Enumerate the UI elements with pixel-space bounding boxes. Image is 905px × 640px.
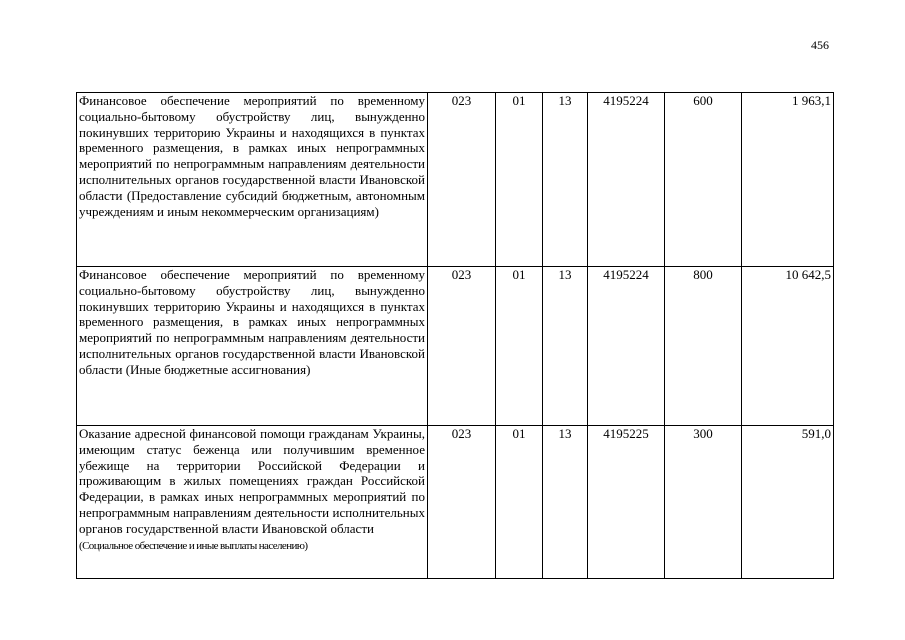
ministry-code-cell: 023 bbox=[428, 426, 496, 579]
amount-cell: 591,0 bbox=[742, 426, 834, 579]
ministry-code-cell: 023 bbox=[428, 93, 496, 267]
section-cell: 01 bbox=[496, 93, 543, 267]
target-article-cell: 4195224 bbox=[588, 267, 665, 426]
table-row bbox=[77, 93, 834, 267]
subsection-cell: 13 bbox=[543, 426, 588, 579]
budget-table bbox=[76, 92, 834, 579]
target-article-cell: 4195225 bbox=[588, 426, 665, 579]
expense-type-cell: 300 bbox=[665, 426, 742, 579]
section-cell: 01 bbox=[496, 426, 543, 579]
expense-name-cell: Финансовое обеспечение мероприятий по временному социально-бытовому обустройству лиц, вынужденно покинувших территорию Украины и находящихся в пунктах временного размещения, в рамках иных непрограммных мероприятий по непрограммным направлениям деятельности исполнительных органов государственной власти Ивановской области (Иные бюджетные ассигнования) bbox=[77, 267, 428, 426]
amount-cell: 10 642,5 bbox=[742, 267, 834, 426]
expense-type-cell: 800 bbox=[665, 267, 742, 426]
subsection-cell: 13 bbox=[543, 267, 588, 426]
table-row bbox=[77, 426, 834, 579]
amount-cell: 1 963,1 bbox=[742, 93, 834, 267]
table-row bbox=[77, 267, 834, 426]
expense-name-cell: Финансовое обеспечение мероприятий по временному социально-бытовому обустройству лиц, вынужденно покинувших территорию Украины и находящихся в пунктах временного размещения, в рамках иных непрограммных мероприятий по непрограммным направлениям деятельности исполнительных органов государственной власти Ивановской области (Предоставление субсидий бюджетным, автономным учреждениям и иным некоммерческим организациям) bbox=[77, 93, 428, 267]
target-article-cell: 4195224 bbox=[588, 93, 665, 267]
subsection-cell: 13 bbox=[543, 93, 588, 267]
expense-type-cell: 600 bbox=[665, 93, 742, 267]
section-cell: 01 bbox=[496, 267, 543, 426]
expense-name-cell bbox=[77, 426, 428, 579]
page-number: 456 bbox=[811, 38, 829, 52]
ministry-code-cell: 023 bbox=[428, 267, 496, 426]
expense-name-text: Оказание адресной финансовой помощи гражданам Украины, имеющим статус беженца или получившим временное убежище на территории Российской Федерации и проживающим в жилых помещениях граждан Российской Федерации, в рамках иных непрограммных мероприятий по непрограммным направлениям деятельности исполнительных органов государственной власти Ивановской области bbox=[79, 426, 425, 536]
expense-name-tail: (Социальное обеспечение и иные выплаты населению) bbox=[79, 539, 308, 552]
